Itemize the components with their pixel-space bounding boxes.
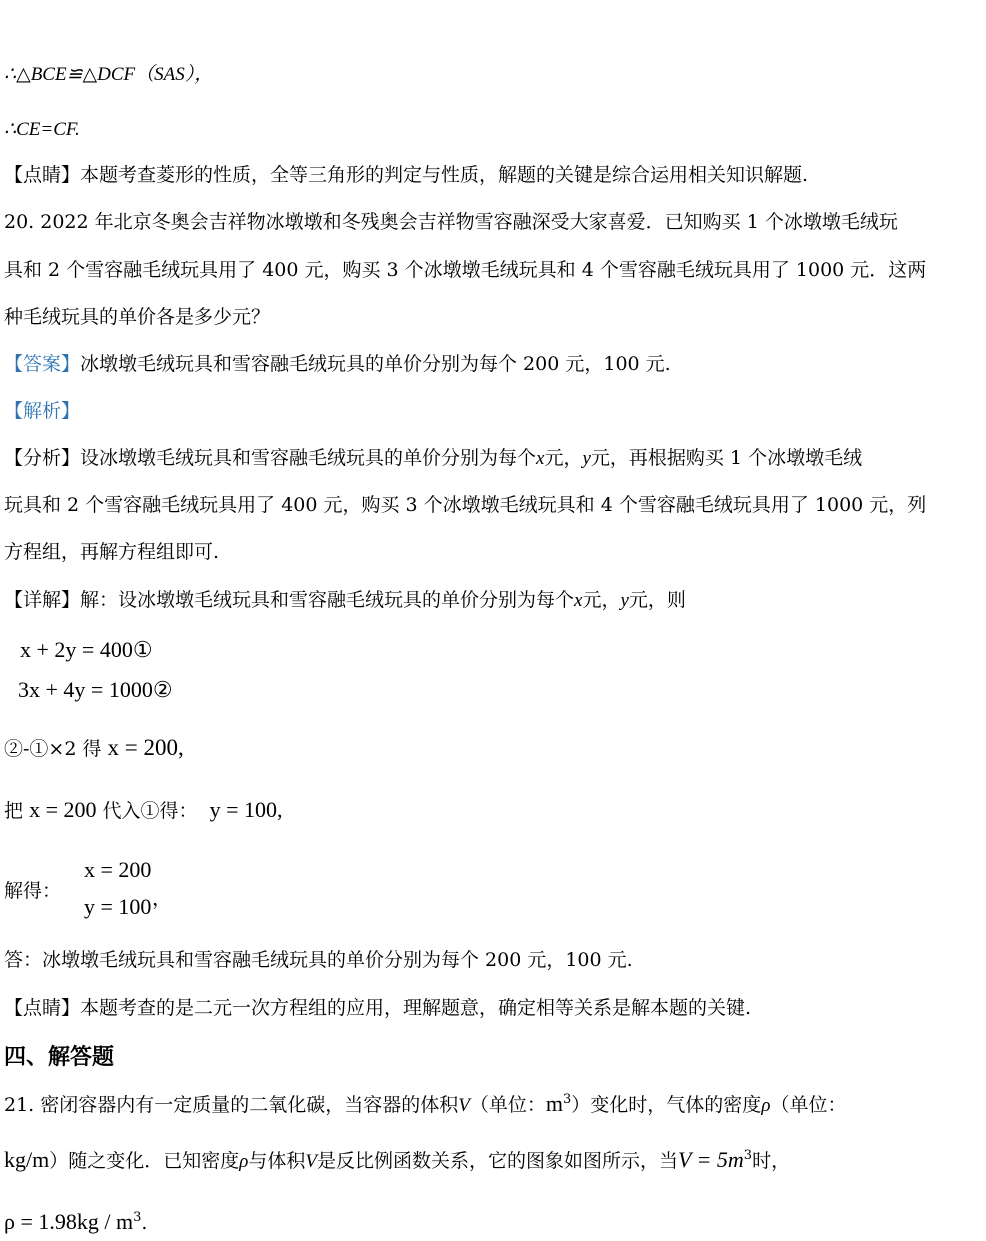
fenxi-line-1: 【分析】设冰墩墩毛绒玩具和雪容融毛绒玩具的单价分别为每个x元，y元，再根据购买 1 个冰墩墩毛绒 xyxy=(4,447,863,469)
dianjing-text: 本题考查菱形的性质，全等三角形的判定与性质，解题的关键是综合运用相关知识解题. xyxy=(80,164,809,186)
solution-x: x = 200 xyxy=(84,857,152,882)
question-20-line-1: 20. 2022 年北京冬奥会吉祥物冰墩墩和冬残奥会吉祥物雪容融深受大家喜爱．已知购买 1 个冰墩墩毛绒玩 xyxy=(4,211,898,233)
answer-text: 冰墩墩毛绒玩具和雪容融毛绒玩具的单价分别为每个 200 元，100 元. xyxy=(80,353,671,375)
step-eliminate: ②-①×2 得 x = 200, xyxy=(4,735,184,760)
line-ce-equals-cf: ∴CE=CF. xyxy=(4,119,80,140)
question-21-line-3: $\rho = 1.98kg / m^3$. xyxy=(4,1209,148,1234)
question-21-line-1: 21. 密闭容器内有一定质量的二氧化碳，当容器的体积V（单位：$m^3$）变化时，气体的密度ρ（单位： xyxy=(4,1091,847,1116)
step-solve-label: 解得： xyxy=(4,880,62,902)
equation-1: x + 2y = 400① xyxy=(20,637,153,662)
answer-tag: 【答案】 xyxy=(4,353,81,375)
final-answer: 答：冰墩墩毛绒玩具和雪容融毛绒玩具的单价分别为每个 200 元，100 元. xyxy=(4,949,633,971)
step-eliminate-eq: x = 200, xyxy=(107,735,184,760)
dianjing-note-2 xyxy=(4,996,751,1020)
solution-y: y = 100 xyxy=(84,894,152,919)
question-21-line-2: kg/m）随之变化．已知密度ρ与体积V是反比例函数关系，它的图象如图所示，当$V = 5m^3$时， xyxy=(4,1147,791,1172)
dianjing-tag: 【点睛】 xyxy=(4,164,81,186)
jiexi-tag: 【解析】 xyxy=(4,400,81,422)
dianjing-text: 本题考查的是二元一次方程组的应用，理解题意，确定相等关系是解本题的关键. xyxy=(80,997,752,1019)
line-triangle-congruence: ∴△BCE≌△DCF（SAS）， xyxy=(4,64,214,85)
question-20-line-3: 种毛绒玩具的单价各是多少元？ xyxy=(4,306,271,328)
step-substitute: 把 x = 200 代入①得： y = 100, xyxy=(4,797,283,822)
section-heading: 四、解答题 xyxy=(4,1045,115,1070)
fenxi-line-2: 玩具和 2 个雪容融毛绒玩具用了 400 元，购买 3 个冰墩墩毛绒玩具和 4 个雪容融毛绒玩具用了 1000 元，列 xyxy=(4,494,927,516)
fenxi-tag: 【分析】 xyxy=(4,447,81,469)
equation-2: 3x + 4y = 1000② xyxy=(18,677,173,702)
dianjing-note-1 xyxy=(4,163,808,187)
question-20-line-2: 具和 2 个雪容融毛绒玩具用了 400 元，购买 3 个冰墩墩毛绒玩具和 4 个雪容融毛绒玩具用了 1000 元．这两 xyxy=(4,259,927,281)
dianjing-tag: 【点睛】 xyxy=(4,997,81,1019)
answer-line xyxy=(4,352,671,376)
solution-comma: ， xyxy=(152,888,172,910)
fenxi-line-3: 方程组，再解方程组即可. xyxy=(4,541,220,563)
xiangjie-tag: 【详解】 xyxy=(4,589,81,611)
xiangjie-line: 【详解】解：设冰墩墩毛绒玩具和雪容融毛绒玩具的单价分别为每个x元，y元，则 xyxy=(4,589,686,611)
